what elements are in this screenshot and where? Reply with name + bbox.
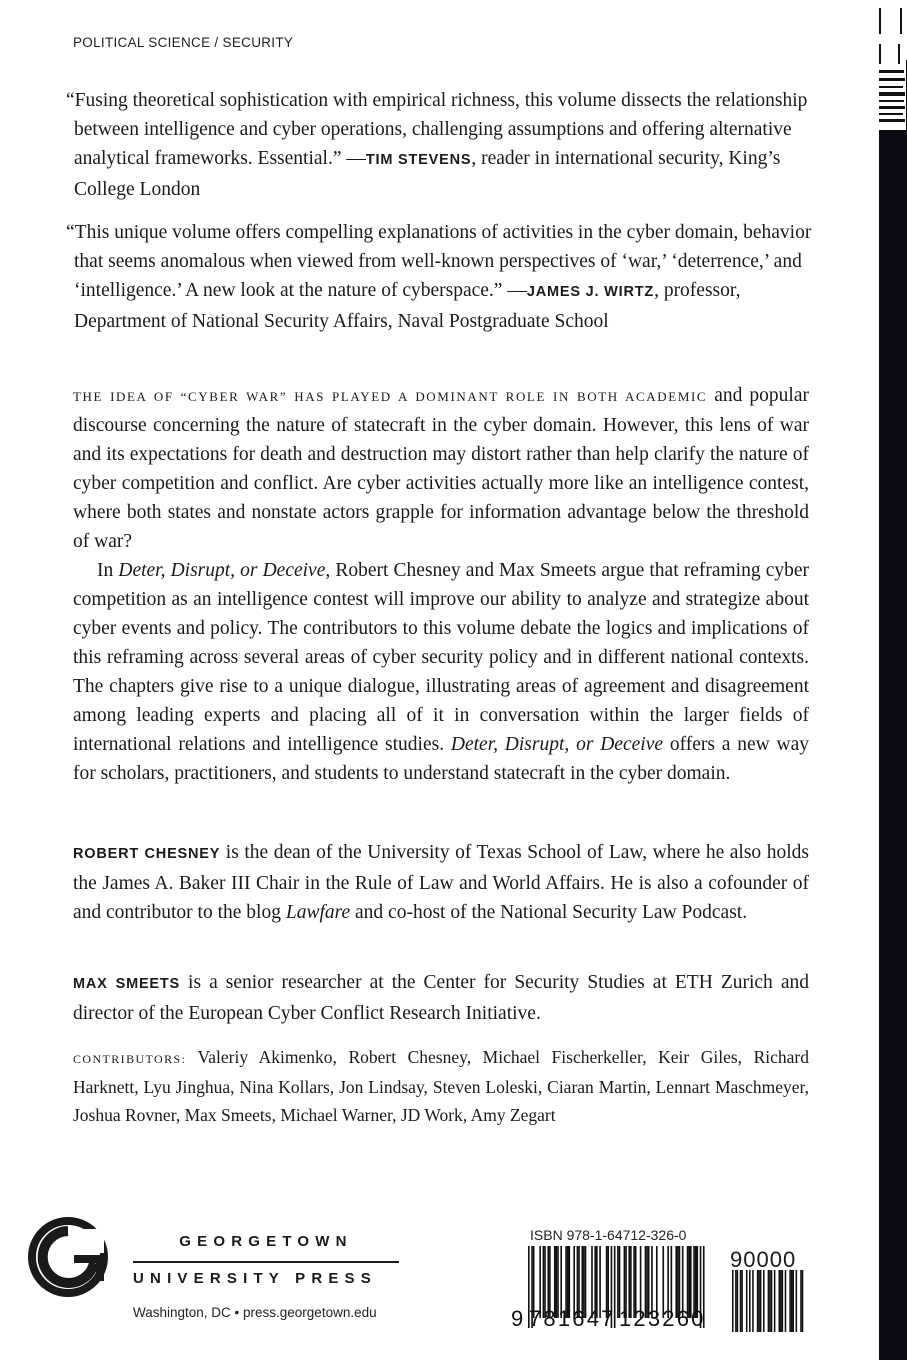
barcode-bar: [789, 1270, 791, 1332]
barcode-bar: [763, 1270, 765, 1332]
blurb-affiliation: , reader in international security, King’s College London: [74, 148, 781, 200]
bio-italic: Lawfare: [285, 902, 351, 923]
bio-text: is a senior researcher at the Center for Security Studies at ETH Zurich and director of the European Cyber Conflict Research Initiative.: [73, 972, 809, 1024]
description-p2-end: offers a new way for scholars, practitioners, and students to understand statecraft in the cyber domain.: [73, 734, 809, 784]
bio-text: and co-host of the National Security Law Podcast.: [350, 902, 748, 923]
category-label: POLITICAL SCIENCE / SECURITY: [73, 35, 294, 50]
publisher-rule: [133, 1261, 399, 1263]
barcode-bar: [800, 1270, 802, 1332]
barcode-bar: [774, 1270, 776, 1332]
barcode-digits-left: 781647: [529, 1306, 616, 1331]
description-p2-body: , Robert Chesney and Max Smeets argue that reframing cyber competition as an intelligence contest will improve our ability to analyze and strategize about cyber events and policy. The contributors to this volume debate the logics and implications of this reframing across several areas of cyber security policy and in different national contexts. The chapters give rise to a unique dialogue, illustrating areas of agreement and disagreement among leading experts and placing all of it in conversation within the larger fields of international relations and intelligence studies.: [73, 560, 810, 755]
isbn-label: ISBN 978-1-64712-326-0: [530, 1227, 687, 1243]
barcode-bar: [792, 1270, 794, 1332]
barcode-bar: [752, 1270, 754, 1332]
bio-smeets: [73, 968, 809, 1028]
publisher-address: Washington, DC • press.georgetown.edu: [133, 1305, 377, 1320]
barcode-bar: [796, 1270, 798, 1332]
contributors-list: Valeriy Akimenko, Robert Chesney, Michael Fischerkeller, Keir Giles, Richard Harknett, Lyu Jinghua, Nina Kollars, Jon Lindsay, Steven Loleski, Ciaran Martin, Lennart Maschmeyer, Joshua Rovner, Max Smeets, Michael Warner, JD Work, Amy Zegart: [73, 1047, 809, 1125]
spine-edge-marks: [870, 0, 907, 130]
barcode-bar: [791, 1270, 793, 1332]
blurb-author: JAMES J. WIRTZ: [526, 284, 655, 300]
bio-name: MAX SMEETS: [73, 976, 181, 992]
barcode-bar: [760, 1270, 762, 1332]
barcode-bar: [782, 1270, 784, 1332]
barcode-bar: [746, 1270, 748, 1332]
bio-text: is the dean of the University of Texas School of Law, where he also holds the James A. Baker III Chair in the Rule of Law and World Affairs. He is also a cofounder of and contributor to the blog: [73, 842, 809, 923]
blurb-quote: “Fusing theoretical sophistication with empirical richness, this volume dissects the relationship between intelligence and cyber operations, challenging assumptions and offering alternative analytical frameworks. Essential.” —: [66, 90, 808, 169]
blurb-author: TIM STEVENS: [365, 152, 472, 168]
bio-chesney: [73, 838, 809, 927]
barcode-bar: [732, 1270, 734, 1332]
barcode-bar: [749, 1270, 751, 1332]
barcode-bar: [780, 1270, 782, 1332]
book-title-italic: Deter, Disrupt, or Deceive: [450, 734, 664, 755]
barcode-bar: [769, 1270, 771, 1332]
blurb-wirtz: [66, 218, 816, 336]
contributors: [73, 1043, 809, 1129]
barcode-bar: [779, 1270, 781, 1332]
description-lead: THE IDEA OF “CYBER WAR” HAS PLAYED A DOMINANT ROLE IN BOTH ACADEMIC: [73, 389, 708, 404]
barcode-bar: [758, 1270, 760, 1332]
bio-name: ROBERT CHESNEY: [73, 846, 221, 862]
publisher-name-line2: UNIVERSITY PRESS: [133, 1270, 377, 1287]
blurb-stevens: [66, 86, 816, 204]
barcode-lead-digit: 9: [511, 1306, 524, 1331]
barcode-bar: [735, 1270, 737, 1332]
barcode-bar: [757, 1270, 759, 1332]
spine-edge-strip: [879, 0, 907, 1360]
barcode-bar: [785, 1270, 787, 1332]
description-p1: and popular discourse concerning the nature of statecraft in the cyber domain. However, this lens of war and its expectations for death and destruction may distort rather than help clarify the nature of cyber competition and conflict. Are cyber activities actually more like an intelligence contest, where both states and nonstate actors grapple for information advantage below the threshold of war?: [73, 385, 809, 552]
barcode-bar: [740, 1270, 742, 1332]
georgetown-g-logo-icon: [28, 1217, 108, 1297]
blurb-quote: “This unique volume offers compelling explanations of activities in the cyber domain, behavior that seems anomalous when viewed from well-known perspectives of ‘war,’ ‘deterrence,’ and ‘intelligence.’ A new look at the nature of cyberspace.” —: [66, 222, 812, 301]
publisher-name-line1: GEORGETOWN: [179, 1233, 353, 1250]
contributors-label: CONTRIBUTORS:: [73, 1052, 187, 1066]
barcode-bar: [737, 1270, 739, 1332]
barcode-addon-digits: 90000: [730, 1247, 797, 1272]
description-p2-start: In: [97, 560, 119, 581]
book-title-italic: Deter, Disrupt, or Deceive: [118, 560, 326, 581]
barcode-bar: [741, 1270, 743, 1332]
book-description: [73, 381, 809, 788]
barcode-bar: [771, 1270, 773, 1332]
barcode-bar: [802, 1270, 804, 1332]
barcode-bar: [768, 1270, 770, 1332]
blurb-affiliation: , professor, Department of National Security Affairs, Naval Postgraduate School: [74, 280, 741, 332]
barcode-digits-right: 123260: [619, 1306, 706, 1331]
